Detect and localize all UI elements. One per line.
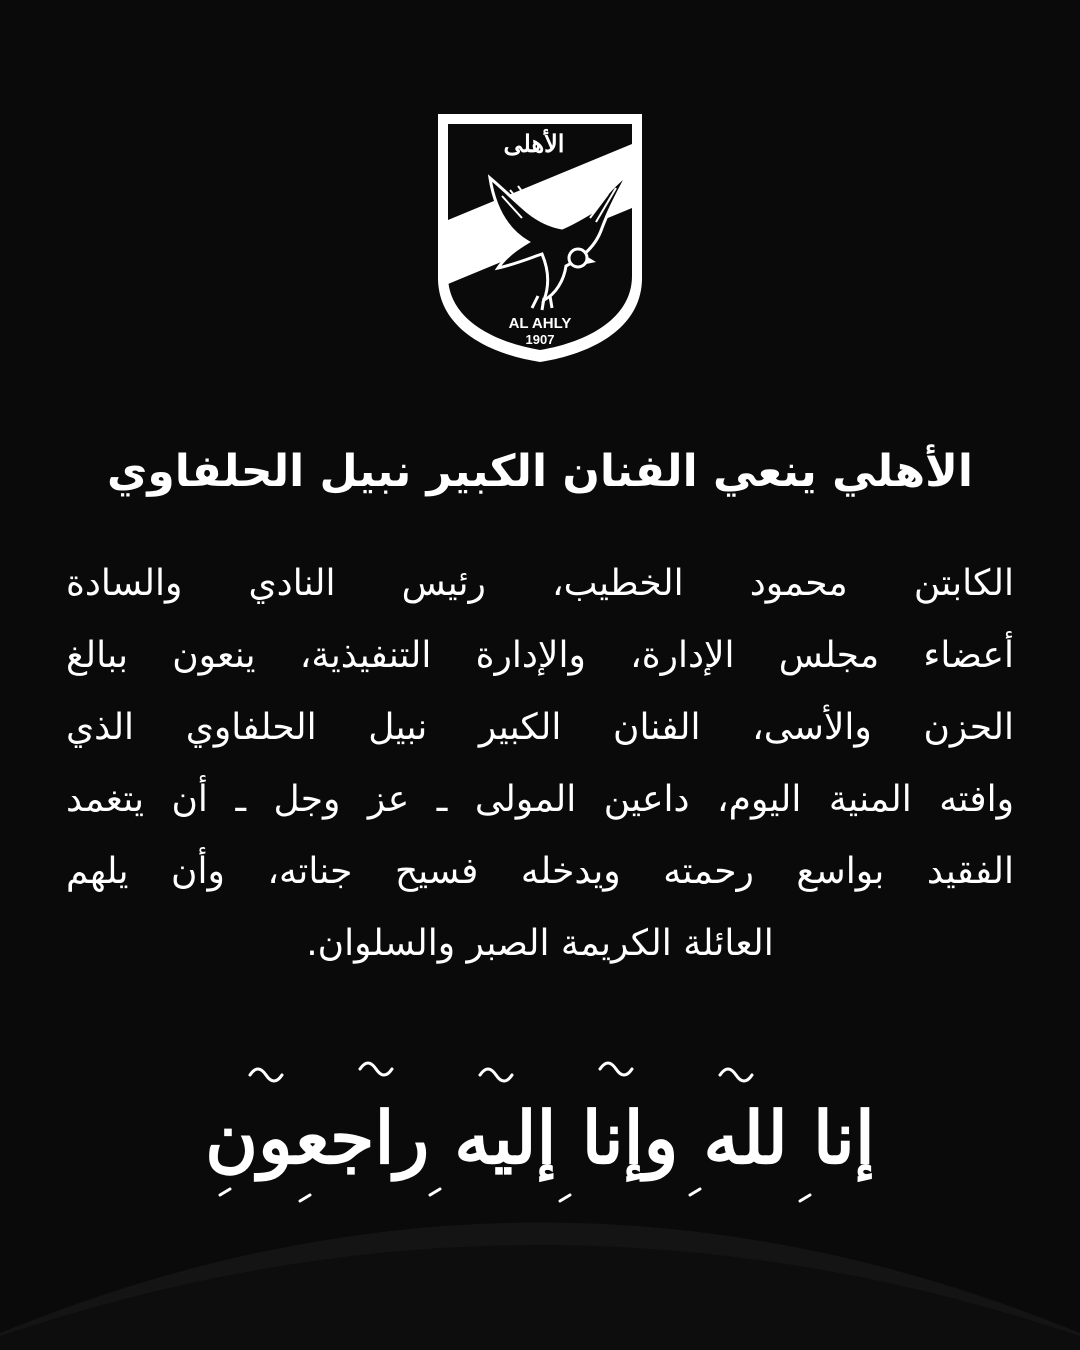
al-ahly-crest-logo	[432, 108, 648, 366]
crest-arabic-name: الأهلى	[503, 129, 565, 158]
crest-latin-name: AL AHLY	[508, 315, 572, 332]
statement-line: الفقيد بواسع رحمته ويدخله فسيح جناته، وأن يلهم	[66, 851, 1014, 892]
statement-line: أعضاء مجلس الإدارة، والإدارة التنفيذية، ينعون ببالغ	[66, 635, 1014, 676]
headline: الأهلي ينعي الفنان الكبير نبيل الحلفاوي	[107, 446, 973, 497]
quran-verse-calligraphy	[100, 1045, 980, 1220]
calligraphy-verse: إنا لله وإنا إليه راجعون	[205, 1095, 875, 1180]
crest-year: 1907	[525, 332, 555, 347]
statement-line: العائلة الكريمة الصبر والسلوان.	[306, 923, 774, 964]
statement-line: الكابتن محمود الخطيب، رئيس النادي والسادة	[66, 563, 1014, 604]
statement-line: الحزن والأسى، الفنان الكبير نبيل الحلفاوي الذي	[66, 707, 1014, 748]
statement-line: وافته المنية اليوم، داعين المولى ـ عز وجل ـ أن يتغمد	[66, 779, 1014, 820]
condolence-statement	[66, 548, 1014, 980]
